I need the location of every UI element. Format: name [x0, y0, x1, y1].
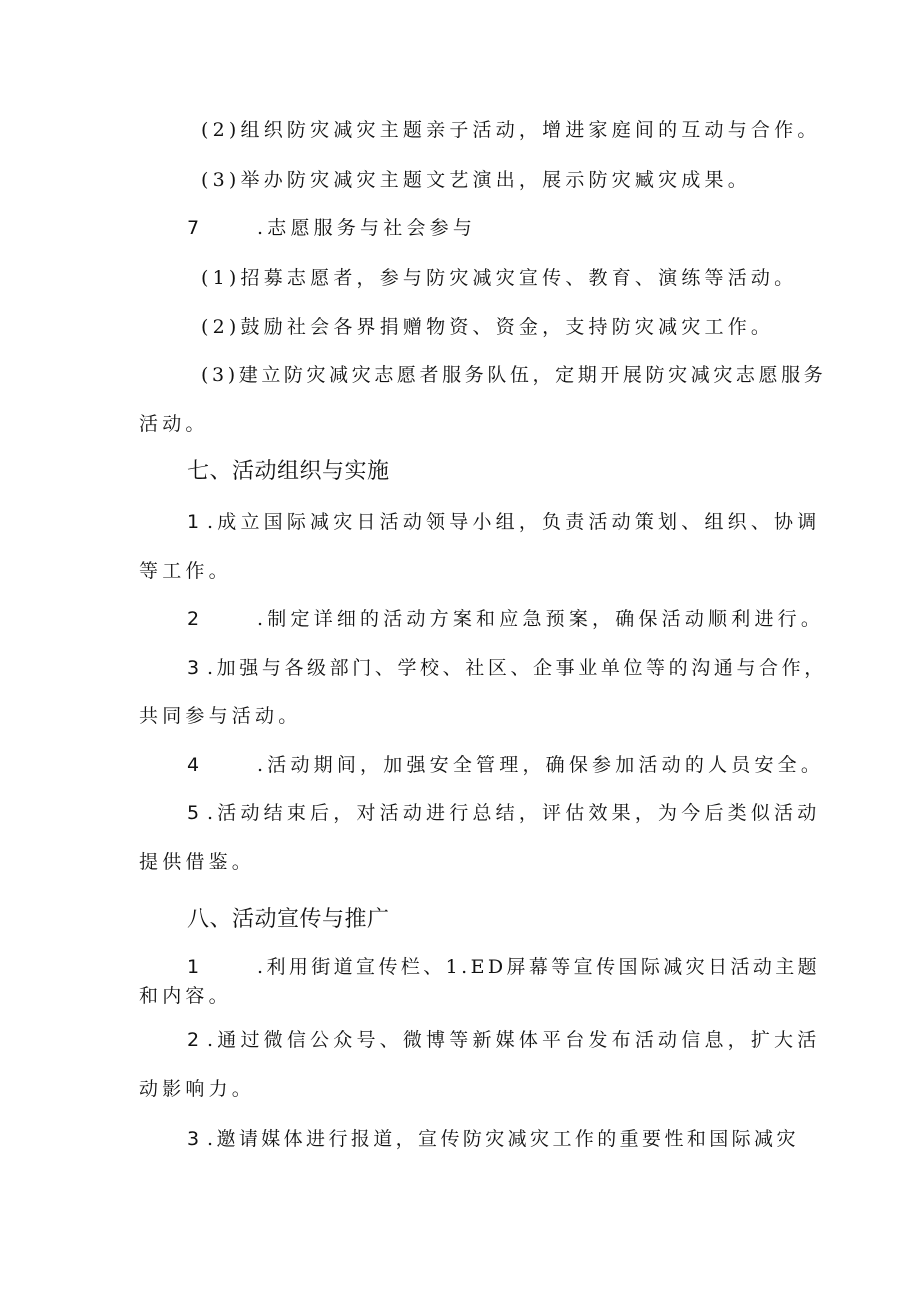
s7-item-1-line1 — [187, 508, 820, 536]
item-number: 2 — [187, 608, 200, 630]
item-text: .志愿服务与社会参与 — [257, 217, 477, 239]
paragraph-7-1: (1)招募志愿者，参与防灾减灾宣传、教育、演练等活动。 — [201, 267, 798, 289]
item-number: 4 — [187, 754, 200, 776]
paragraph-7-3-line2: 活动。 — [139, 413, 209, 435]
item-number: 3 — [187, 1128, 200, 1150]
s8-item-2-line2: 动影响力。 — [139, 1078, 256, 1100]
item-text: .通过微信公众号、微博等新媒体平台发布活动信息，扩大活 — [207, 1029, 821, 1051]
item-number: 1 — [187, 511, 200, 533]
item-text: .活动结束后，对活动进行总结，评估效果，为今后类似活动 — [207, 802, 821, 824]
s8-item-2-line1 — [187, 1026, 820, 1054]
item-text: .邀请媒体进行报道，宣传防灾减灾工作的重要性和国际减灾 — [207, 1128, 799, 1150]
s7-item-3-line2: 共同参与活动。 — [139, 705, 302, 727]
section-heading-8: 八、活动宣传与推广 — [187, 907, 390, 932]
s7-item-3-line1 — [187, 654, 827, 682]
item-text: .成立国际减灾日活动领导小组，负责活动策划、组织、协调 — [207, 511, 821, 533]
paragraph-7-2: (2)鼓励社会各界捐赠物资、资金，支持防灾减灾工作。 — [201, 316, 775, 338]
item-number: 2 — [187, 1029, 200, 1051]
s8-item-1-line2: 和内容。 — [139, 985, 232, 1007]
s8-item-1-line1 — [187, 953, 820, 981]
s7-item-5-line2: 提供借鉴。 — [139, 851, 256, 873]
item-text: .利用街道宣传栏、1.ED屏幕等宣传国际减灾日活动主题 — [257, 956, 821, 978]
s7-item-4-line1 — [187, 751, 824, 779]
item-number: 3 — [187, 657, 200, 679]
item-number: 7 — [187, 217, 200, 239]
s7-item-2-line1 — [187, 605, 824, 633]
paragraph-7-3-line1: (3)建立防灾减灾志愿者服务队伍，定期开展防灾减灾志愿服务 — [201, 364, 827, 386]
s7-item-5-line1 — [187, 799, 820, 827]
s8-item-3-line1 — [187, 1125, 799, 1153]
s7-item-1-line2: 等工作。 — [139, 560, 232, 582]
item-text: .加强与各级部门、学校、社区、企事业单位等的沟通与合作， — [207, 657, 827, 679]
paragraph-5-2: (2)组织防灾减灾主题亲子活动，增进家庭间的互动与合作。 — [201, 119, 821, 141]
paragraph-5-3: (3)举办防灾减灾主题文艺演出，展示防灾臧灾成果。 — [201, 169, 751, 191]
section-heading-7: 七、活动组织与实施 — [187, 459, 390, 484]
item-number: 1 — [187, 956, 200, 978]
item-text: .制定详细的活动方案和应急预案，确保活动顺利进行。 — [257, 608, 825, 630]
item-number: 5 — [187, 802, 200, 824]
item-text: .活动期间，加强安全管理，确保参加活动的人员安全。 — [257, 754, 825, 776]
item-7-title — [187, 214, 476, 242]
